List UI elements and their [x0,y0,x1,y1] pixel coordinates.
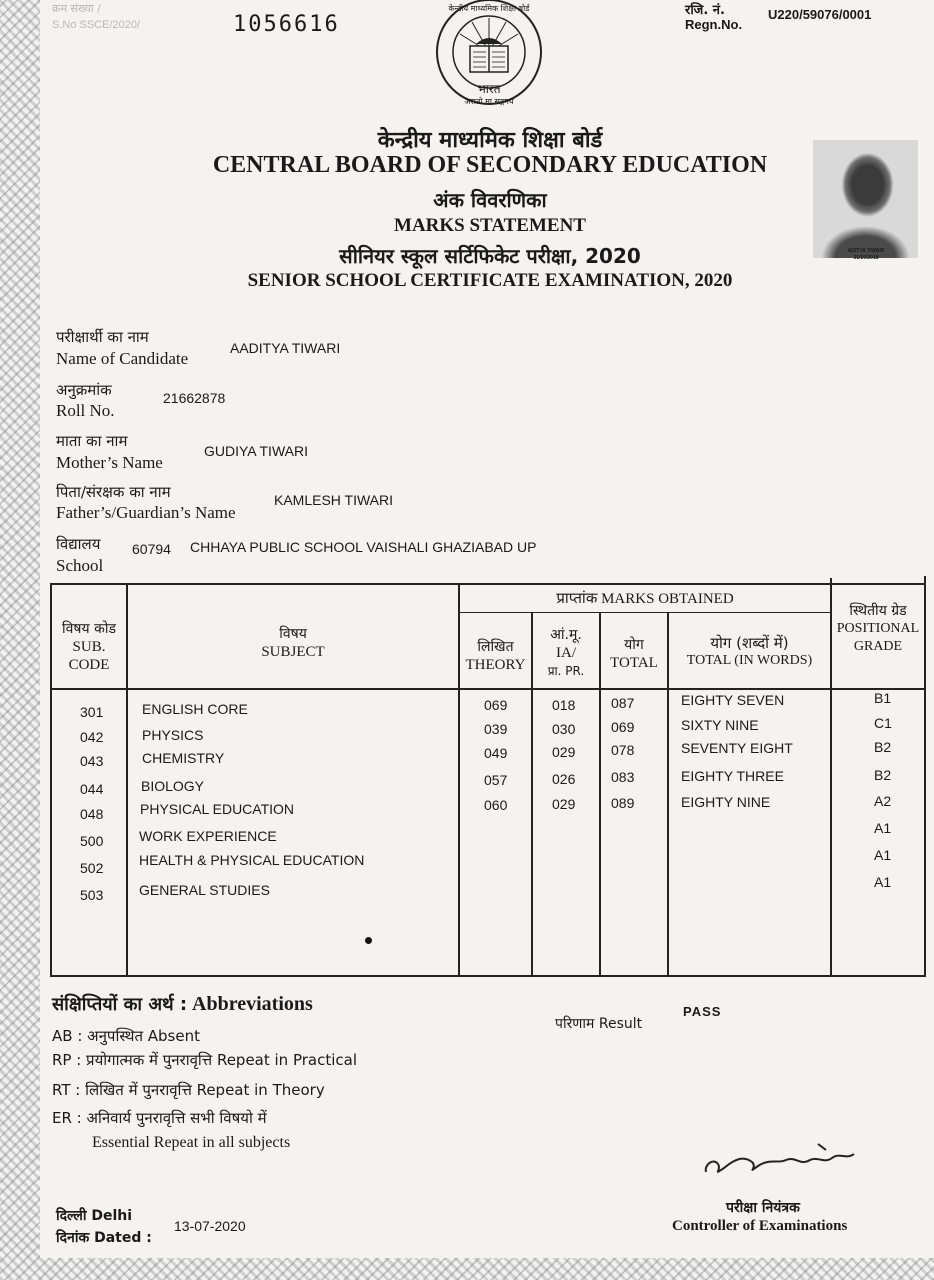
row-subject: HEALTH & PHYSICAL EDUCATION [139,852,365,868]
ia-header-pr: प्रा. PR. [547,664,585,678]
ia-header-hi: आं.मू. [550,627,582,643]
roll-label-en: Roll No. [56,401,115,420]
photo-caption-date: 31/10/2018 [853,255,879,261]
row-code: 502 [80,860,104,876]
controller-signature [700,1138,860,1182]
school-label-hi: विद्यालय [56,535,101,553]
marks-obtained-header [460,589,830,608]
abbrev-rt: RT : लिखित में पुनरावृत्ति Repeat in Theory [52,1081,325,1099]
row-words: EIGHTY SEVEN [681,692,785,708]
abbrev-rp: RP : प्रयोगात्मक में पुनरावृत्ति Repeat in Practical [52,1051,357,1069]
row-subject: WORK EXPERIENCE [139,828,277,844]
row-subject: GENERAL STUDIES [139,882,270,898]
abbrev-ab: AB : अनुपस्थित Absent [52,1027,200,1045]
statement-title-en: MARKS STATEMENT [394,215,586,236]
row-grade: A1 [874,874,892,890]
row-subject: BIOLOGY [141,778,205,794]
board-title-hi: केन्द्रीय माध्यमिक शिक्षा बोर्ड [377,128,603,153]
row-grade: A1 [874,847,892,863]
total-header [601,636,667,672]
grade-header-en1: POSITIONAL [836,621,920,636]
grade-header [832,602,924,656]
result-label: परिणाम Result [555,1016,643,1032]
abbrev-er: ER : अनिवार्य पुनरावृत्ति सभी विषयो में [52,1109,267,1127]
subject-header [128,625,458,661]
mother-label-en: Mother’s Name [56,453,163,472]
marks-obtained-hi: प्राप्तांक [556,589,598,607]
theory-header-hi: लिखित [477,639,514,655]
code-header-hi: विषय कोड [62,621,116,637]
row-code: 503 [80,887,104,903]
grade-header-hi: स्थितीय ग्रेड [849,603,907,619]
result-value: PASS [683,1004,722,1019]
seal-motto: असतो मा सद्गमय [464,97,514,106]
faded-serial-label-en: S.No SSCE/2020/ [52,19,141,31]
marks-obtained-en: MARKS OBTAINED [601,591,734,607]
seal-top-text: केन्द्रीय माध्यमिक शिक्षा बोर्ड [448,4,530,13]
place: दिल्ली Delhi [56,1208,133,1224]
row-theory: 069 [484,697,508,713]
exam-title-hi: सीनियर स्कूल सर्टिफिकेट परीक्षा, 2020 [339,244,641,268]
grade-header-en2: GRADE [853,639,903,654]
code-header [52,620,126,674]
row-words: EIGHTY THREE [681,768,784,784]
abbrev-er-en: Essential Repeat in all subjects [92,1134,291,1151]
certificate-border-bottom [0,1258,934,1280]
exam-title-en: SENIOR SCHOOL CERTIFICATE EXAMINATION, 2020 [247,270,733,291]
regn-label-hi: रजि. नं. [685,3,725,18]
row-theory: 060 [484,797,508,813]
issue-date: 13-07-2020 [174,1218,246,1234]
abbrev-title [52,992,313,1016]
code-header-en1: SUB. [72,639,106,655]
name-label-en: Name of Candidate [56,349,189,368]
roll-number: 21662878 [163,390,226,406]
statement-title-hi: अंक विवरणिका [433,188,547,212]
row-code: 500 [80,833,104,849]
theory-header-en: THEORY [465,657,526,673]
faded-serial-label-hi: क्रम संख्या / [52,2,101,15]
abbrev-title-en: Abbreviations [192,993,313,1015]
code-header-en2: CODE [68,657,110,673]
controller-title-hi: परीक्षा नियंत्रक [726,1200,800,1216]
name-label-hi: परीक्षार्थी का नाम [56,328,149,346]
ink-dot [365,937,372,944]
row-subject: PHYSICAL EDUCATION [140,801,295,817]
row-ia: 029 [552,744,576,760]
row-grade: B2 [874,767,892,783]
board-title-en: CENTRAL BOARD OF SECONDARY EDUCATION [212,152,768,178]
subject-header-en: SUBJECT [261,644,325,660]
seal-country: भारत [477,82,501,96]
school-code: 60794 [132,541,171,557]
row-code: 301 [80,704,104,720]
row-words: SEVENTY EIGHT [681,740,793,756]
row-theory: 039 [484,721,508,737]
photo-caption-name: ADITYA TIWARI [847,248,885,254]
row-subject: CHEMISTRY [142,750,225,766]
row-code: 044 [80,781,104,797]
words-header-en: TOTAL (IN WORDS) [686,653,813,668]
school-name: CHHAYA PUBLIC SCHOOL VAISHALI GHAZIABAD UP [190,539,537,555]
ia-header [533,626,599,680]
row-grade: A2 [874,793,892,809]
words-header-hi: योग (शब्दों में) [710,634,789,652]
abbrev-title-hi: संक्षिप्तियों का अर्थ : [52,994,188,1015]
row-grade: B1 [874,690,892,706]
roll-label-hi: अनुक्रमांक [56,381,112,399]
row-total: 087 [611,695,635,711]
certificate-border-left [0,0,40,1280]
dated-label: दिनांक Dated : [56,1230,152,1246]
father-label-hi: पिता/संरक्षक का नाम [56,483,171,501]
row-words: SIXTY NINE [681,717,759,733]
row-total: 078 [611,742,635,758]
row-subject: PHYSICS [142,727,204,743]
ia-header-en: IA/ [556,645,576,661]
mother-label-hi: माता का नाम [56,432,128,450]
father-label-en: Father’s/Guardian’s Name [56,503,236,522]
row-grade: C1 [874,715,892,731]
father-name: KAMLESH TIWARI [274,492,394,508]
candidate-name: AADITYA TIWARI [230,340,341,356]
row-total: 089 [611,795,635,811]
row-words: EIGHTY NINE [681,794,771,810]
row-theory: 049 [484,745,508,761]
row-grade: B2 [874,739,892,755]
mother-name: GUDIYA TIWARI [204,443,308,459]
school-label-en: School [56,556,104,575]
total-header-hi: योग [624,637,644,653]
row-total: 069 [611,719,635,735]
row-ia: 026 [552,771,576,787]
serial-number: 1056616 [233,12,340,37]
controller-title-en: Controller of Examinations [672,1218,848,1234]
row-theory: 057 [484,772,508,788]
row-code: 048 [80,806,104,822]
row-ia: 030 [552,721,576,737]
row-subject: ENGLISH CORE [142,701,248,717]
total-header-en: TOTAL [610,655,658,671]
row-total: 083 [611,769,635,785]
row-grade: A1 [874,820,892,836]
candidate-photo [813,140,918,258]
row-code: 043 [80,753,104,769]
subject-header-hi: विषय [279,626,307,642]
words-header [669,634,830,670]
regn-label-en: Regn.No. [685,17,743,32]
theory-header [460,638,531,674]
row-ia: 018 [552,697,576,713]
row-code: 042 [80,729,104,745]
regn-number: U220/59076/0001 [768,7,872,22]
row-ia: 029 [552,796,576,812]
